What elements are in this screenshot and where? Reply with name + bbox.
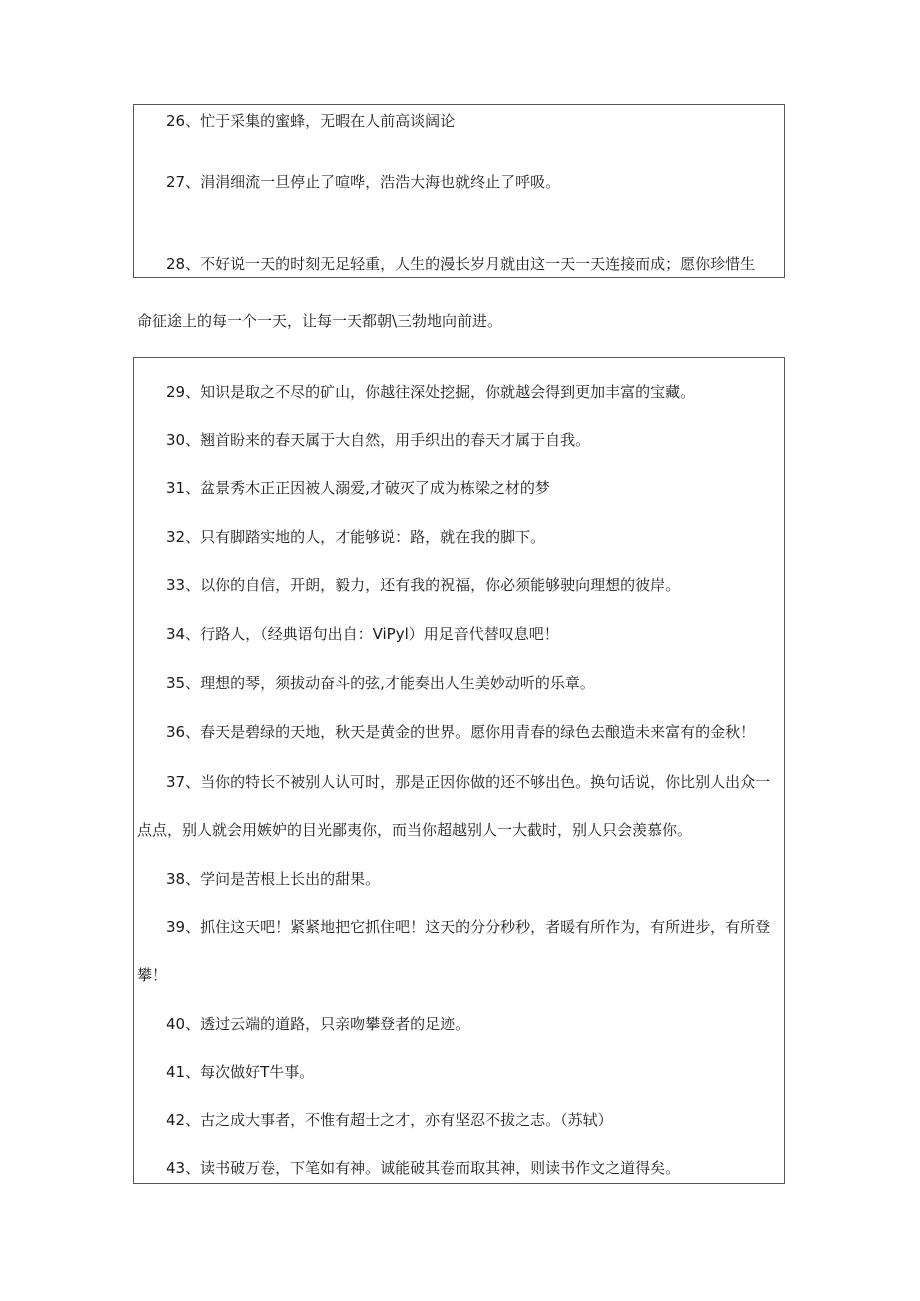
- quote-27: 27、涓涓细流一旦停止了喧哗，浩浩大海也就终止了呼吸。: [166, 173, 561, 191]
- quote-28-continuation: 命征途上的每一个一天，让每一天都朝\三勃地向前进。: [137, 312, 503, 330]
- quote-35: 35、理想的琴，须拔动奋斗的弦,才能奏出人生美妙动听的乐章。: [166, 674, 595, 692]
- quote-39: 39、抓住这天吧！紧紧地把它抓住吧！这天的分分秒秒，者暖有所作为，有所进步，有所登: [166, 918, 771, 936]
- quote-43: 43、读书破万卷，下笔如有神。诚能破其卷而取其神，则读书作文之道得矣。: [166, 1159, 681, 1177]
- quote-29: 29、知识是取之不尽的矿山，你越往深处挖掘，你就越会得到更加丰富的宝藏。: [166, 383, 696, 401]
- quote-30: 30、翘首盼来的春天属于大自然，用手织出的春天才属于自我。: [166, 431, 591, 449]
- quote-box-2: [133, 357, 785, 1184]
- quote-41: 41、每次做好T牛事。: [166, 1063, 315, 1081]
- quote-32: 32、只有脚踏实地的人，才能够说：路，就在我的脚下。: [166, 528, 546, 546]
- quote-40: 40、透过云端的道路，只亲吻攀登者的足迹。: [166, 1015, 471, 1033]
- quote-34: 34、行路人，（经典语句出自：ViPyl）用足音代替叹息吧！: [166, 625, 559, 643]
- quote-33: 33、以你的自信，开朗，毅力，还有我的祝福，你必须能够驶向理想的彼岸。: [166, 576, 681, 594]
- quote-36: 36、春天是碧绿的天地，秋天是黄金的世界。愿你用青春的绿色去酿造未来富有的金秋！: [166, 723, 756, 741]
- quote-box-1: [133, 104, 785, 278]
- quote-31: 31、盆景秀木正正因被人溺爱,才破灭了成为栋梁之材的梦: [166, 479, 550, 497]
- quote-38: 38、学问是苦根上长出的甜果。: [166, 870, 381, 888]
- quote-42: 42、古之成大事者，不惟有超士之才，亦有坚忍不拔之志。（苏轼）: [166, 1111, 613, 1129]
- quote-39-continuation: 攀！: [137, 966, 168, 984]
- quote-37-continuation: 点点，别人就会用嫉妒的目光鄙夷你，而当你超越别人一大截时，别人只会羡慕你。: [137, 821, 693, 839]
- quote-26: 26、忙于采集的蜜蜂，无暇在人前高谈阔论: [166, 112, 456, 130]
- quote-28: 28、不好说一天的时刻无足轻重，人生的漫长岁月就由这一天一天连接而成；愿你珍惜生: [166, 255, 756, 273]
- quote-37: 37、当你的特长不被别人认可时，那是正因你做的还不够出色。换句话说，你比别人出众一: [166, 773, 771, 791]
